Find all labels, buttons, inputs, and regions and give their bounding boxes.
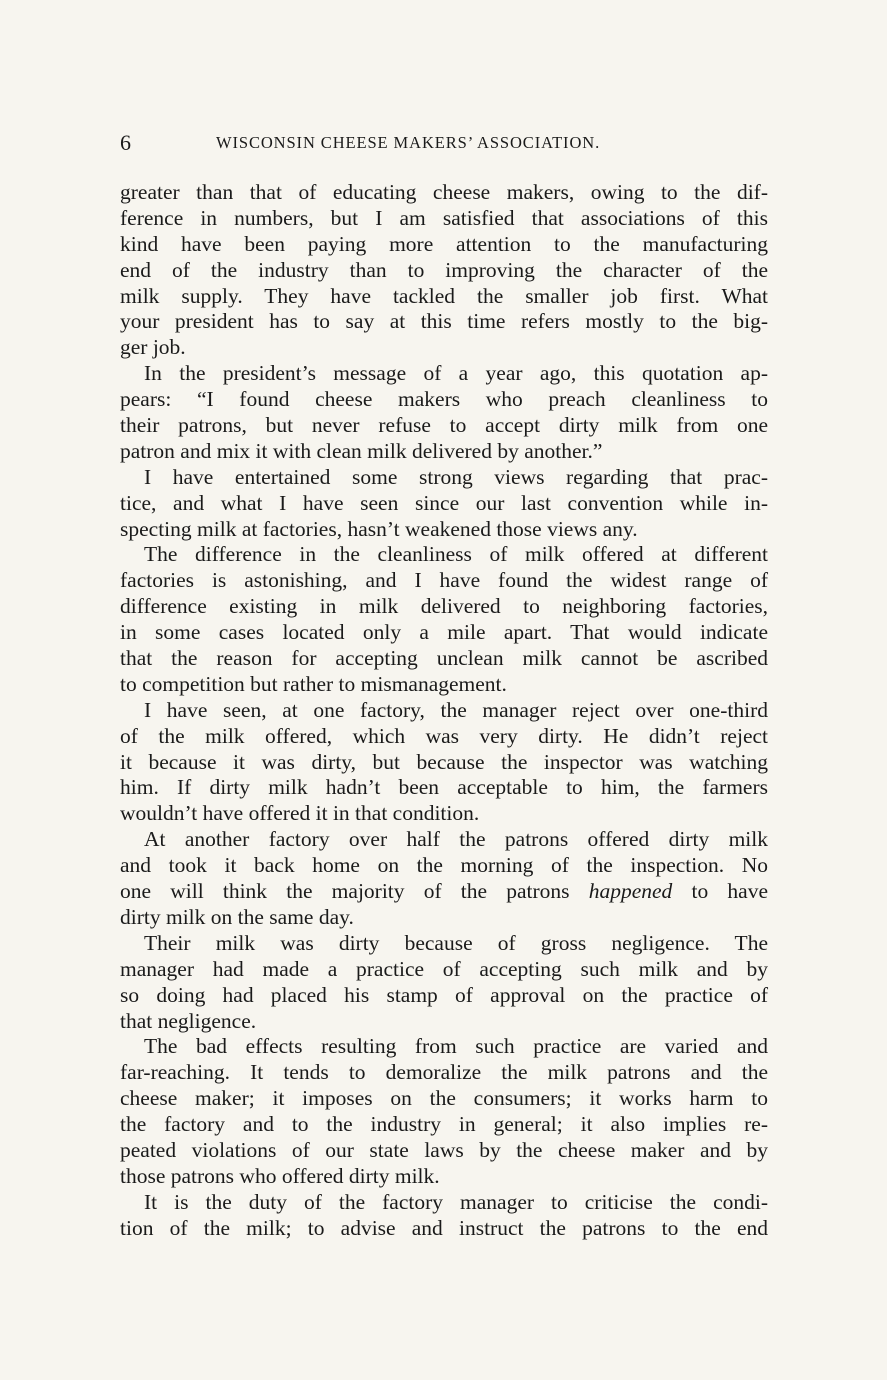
text-line: those patrons who offered dirty milk. [120, 1163, 440, 1188]
text-line: pears: “I found cheese makers who preach cleanliness to [120, 387, 768, 412]
text-line: that the reason for accepting unclean milk cannot be ascribed [120, 646, 768, 671]
text-line: patron and mix it with clean milk delivered by another.” [120, 438, 603, 463]
text-line: I have entertained some strong views regarding that prac- [144, 464, 768, 489]
text-line: far-reaching. It tends to demoralize the milk patrons and the [120, 1060, 768, 1085]
text-line: manager had made a practice of accepting such milk and by [120, 956, 768, 981]
text-run: to have [672, 879, 768, 904]
text-line: end of the industry than to improving the character of the [120, 257, 768, 282]
text-line: to competition but rather to mismanagement. [120, 671, 507, 696]
text-line: dirty milk on the same day. [120, 904, 354, 929]
text-line: factories is astonishing, and I have found the widest range of [120, 568, 768, 593]
text-line: and took it back home on the morning of the inspection. No [120, 853, 768, 878]
body-text [120, 180, 768, 1242]
text-line: greater than that of educating cheese makers, owing to the dif- [120, 180, 768, 204]
text-line: difference existing in milk delivered to neighboring factories, [120, 594, 768, 619]
text-line: the factory and to the industry in general; it also implies re- [120, 1112, 768, 1137]
text-line: tion of the milk; to advise and instruct the patrons to the end [120, 1215, 768, 1240]
text-line: I have seen, at one factory, the manager reject over one-third [144, 697, 768, 722]
text-line: it because it was dirty, but because the inspector was watching [120, 749, 768, 774]
page-number: 6 [120, 130, 131, 155]
text-line: their patrons, but never refuse to accept dirty milk from one [120, 413, 768, 438]
running-title: WISCONSIN CHEESE MAKERS’ ASSOCIATION. [216, 133, 601, 152]
text-line: wouldn’t have offered it in that condition. [120, 801, 480, 826]
text-line: The bad effects resulting from such practice are varied and [144, 1034, 768, 1059]
text-line: ger job. [120, 335, 186, 360]
text-line: milk supply. They have tackled the smaller job first. What [120, 283, 768, 308]
running-header [120, 128, 770, 158]
text-line: tice, and what I have seen since our last convention while in- [120, 490, 768, 515]
text-line: The difference in the cleanliness of milk offered at different [144, 542, 768, 567]
text-line: At another factory over half the patrons offered dirty milk [144, 827, 768, 852]
text-line: ference in numbers, but I am satisfied that associations of this [120, 205, 768, 230]
text-line: so doing had placed his stamp of approval on the practice of [120, 982, 768, 1007]
text-line: peated violations of our state laws by the cheese maker and by [120, 1137, 768, 1162]
text-line: that negligence. [120, 1008, 257, 1033]
text-line: Their milk was dirty because of gross negligence. The [144, 930, 768, 955]
text-run: one will think the majority of the patrons [120, 879, 589, 904]
text-line: of the milk offered, which was very dirty. He didn’t reject [120, 723, 768, 748]
text-line [120, 879, 768, 905]
text-line: him. If dirty milk hadn’t been acceptable to him, the farmers [120, 775, 768, 800]
text-line: It is the duty of the factory manager to criticise the condi- [144, 1189, 768, 1214]
text-line: cheese maker; it imposes on the consumers; it works harm to [120, 1086, 768, 1111]
text-line: In the president’s message of a year ago, this quotation ap- [144, 361, 768, 386]
emphasized-word: happened [588, 879, 673, 904]
text-line: specting milk at factories, hasn’t weakened those views any. [120, 516, 638, 541]
text-line: kind have been paying more attention to the manufacturing [120, 231, 768, 256]
text-line: your president has to say at this time refers mostly to the big- [120, 309, 768, 334]
text-line: in some cases located only a mile apart. That would indicate [120, 620, 768, 645]
